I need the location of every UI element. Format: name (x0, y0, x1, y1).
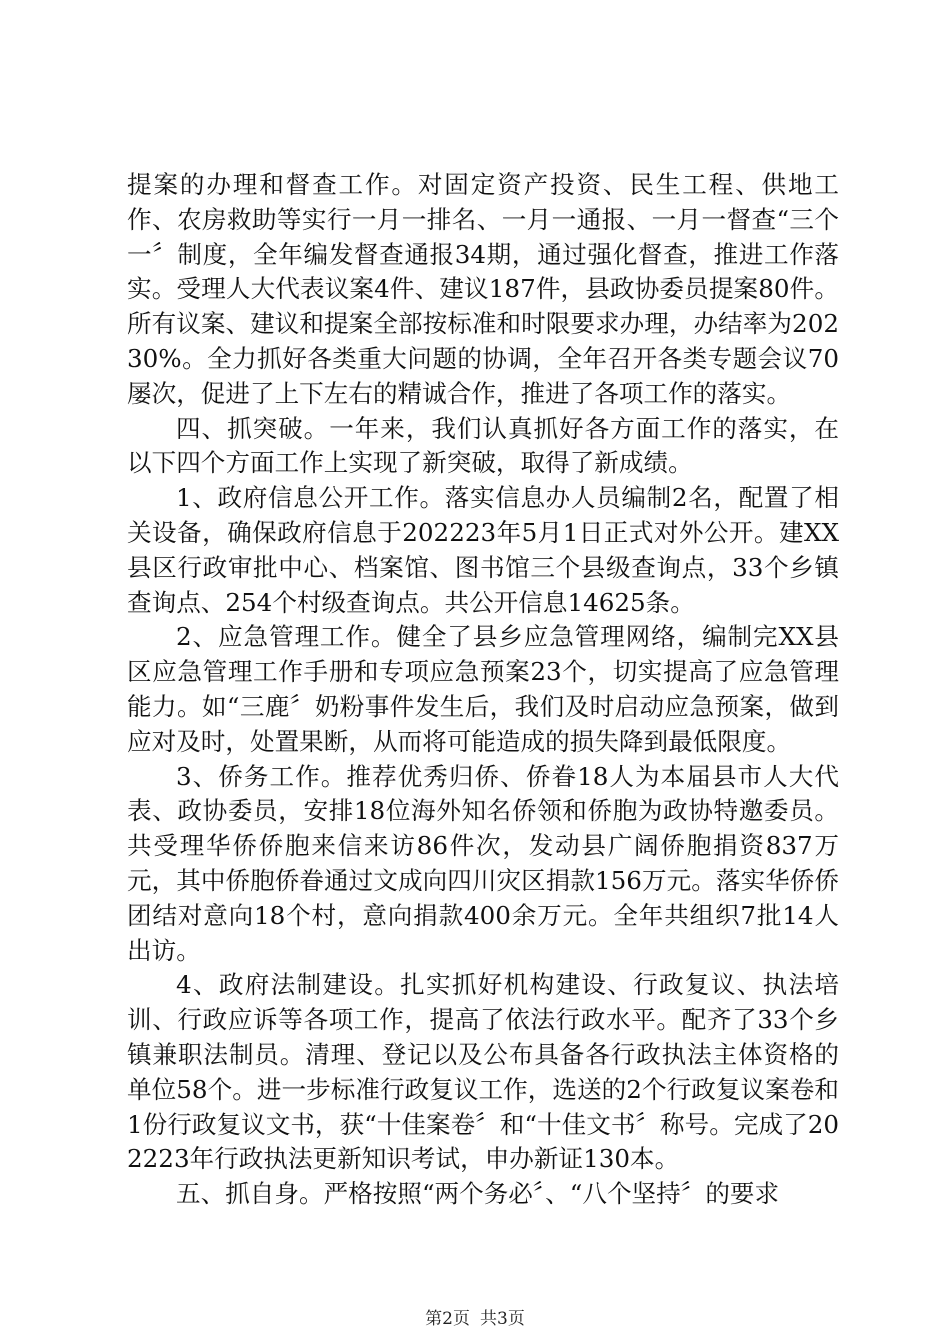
page-total: 共3页 (480, 1309, 525, 1329)
document-body (127, 168, 839, 1212)
paragraph-section-5-self-building: 五、抓自身。严格按照“两个务必〞、“八个坚持〞的要求 (176, 1179, 780, 1209)
page-number: 第2页 (425, 1309, 470, 1329)
page-footer (0, 1308, 950, 1330)
paragraph-item-2-emergency-management: 2、应急管理工作。健全了县乡应急管理网络，编制完XX县区应急管理工作手册和专项应急预案23个，切实提高了应急管理能力。如“三鹿〞奶粉事件发生后，我们及时启动应急预案，做到应对及时，处置果断，从而将可能造成的损失降到最低限度。 (127, 622, 839, 756)
paragraph-item-3-overseas-chinese-affairs: 3、侨务工作。推荐优秀归侨、侨眷18人为本届县市人大代表、政协委员，安排18位海外知名侨领和侨胞为政协特邀委员。共受理华侨侨胞来信来访86件次，发动县广阔侨胞捐资837万元，其中侨胞侨眷通过文成向四川灾区捐款156万元。落实华侨侨团结对意向18个村，意向捐款400余万元。全年共组织7批14人出访。 (127, 761, 839, 965)
paragraph-section-4-breakthrough: 四、抓突破。一年来，我们认真抓好各方面工作的落实，在以下四个方面工作上实现了新突破，取得了新成绩。 (127, 413, 839, 478)
paragraph-continuation: 提案的办理和督查工作。对固定资产投资、民生工程、供地工作、农房救助等实行一月一排名、一月一通报、一月一督查“三个一〞制度，全年编发督查通报34期，通过强化督查，推进工作落实。受理人大代表议案4件、建议187件，县政协委员提案80件。所有议案、建议和提案全部按标准和时限要求办理，办结率为20230%。全力抓好各类重大问题的协调，全年召开各类专题会议70屡次，促进了上下左右的精诚合作，推进了各项工作的落实。 (127, 170, 839, 408)
paragraph-item-1-info-disclosure: 1、政府信息公开工作。落实信息办人员编制2名，配置了相关设备，确保政府信息于202223年5月1日正式对外公开。建XX县区行政审批中心、档案馆、图书馆三个县级查询点，33个乡镇查询点、254个村级查询点。共公开信息14625条。 (127, 483, 839, 617)
paragraph-item-4-legal-system: 4、政府法制建设。扎实抓好机构建设、行政复议、执法培训、行政应诉等各项工作，提高了依法行政水平。配齐了33个乡镇兼职法制员。清理、登记以及公布具备各行政执法主体资格的单位58个。进一步标准行政复议工作，选送的2个行政复议案卷和1份行政复议文书，获“十佳案卷〞和“十佳文书〞称号。完成了202223年行政执法更新知识考试，申办新证130本。 (127, 970, 839, 1174)
